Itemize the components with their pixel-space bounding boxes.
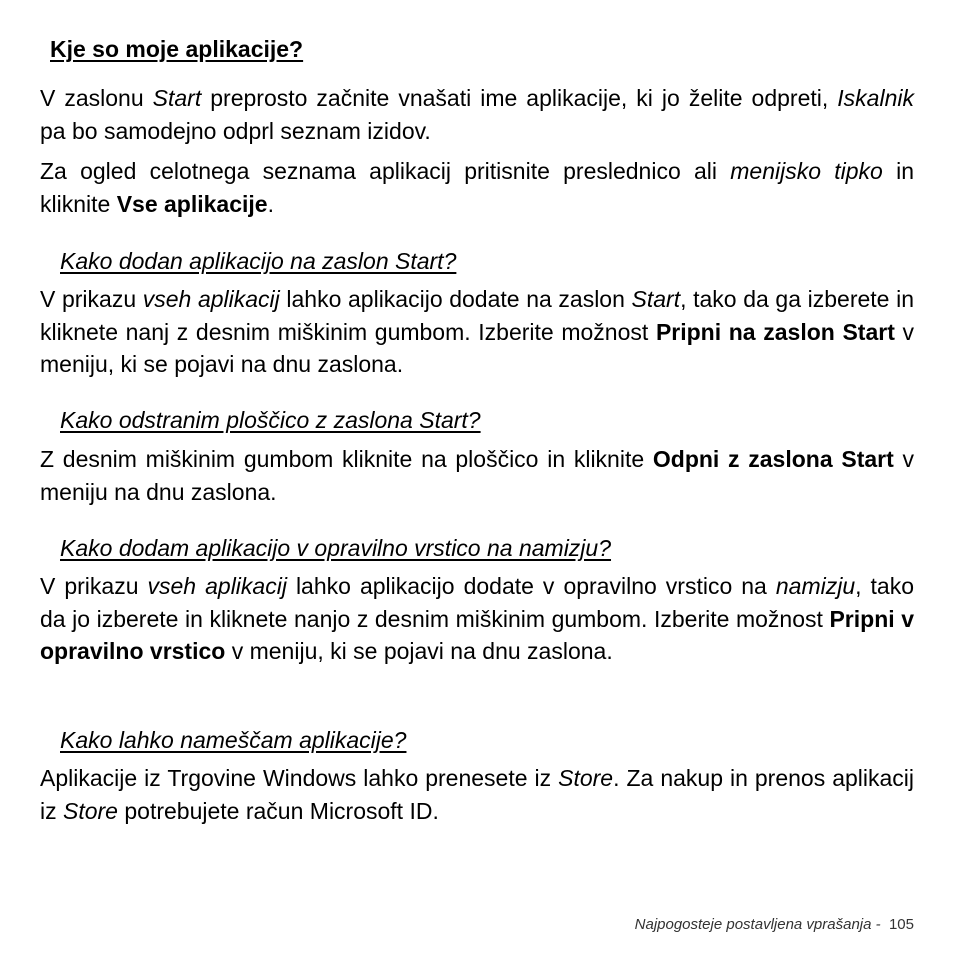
bold-pin-to-start: Pripni na zaslon Start [655, 318, 895, 345]
text: , tako da ga izberete in kliknete nanj z desnim miškinim gumbom. Izberite možnost [40, 286, 914, 345]
paragraph-install-apps [40, 762, 914, 827]
paragraph-start-search [40, 82, 914, 147]
subheading-add-to-start [60, 246, 456, 276]
bold-unpin-from-start: Odpni z zaslona Start [652, 446, 894, 472]
emphasis-start: Start [152, 85, 202, 111]
paragraph-remove-tile [40, 443, 914, 508]
text: v meniju, ki se pojavi na dnu zaslona. [40, 318, 915, 377]
subheading-text: Kako dodan aplikacijo na zaslon Start? [60, 248, 457, 274]
emphasis-store: Store [558, 765, 614, 791]
subheading-text: Kako odstranim ploščico z zaslona Start? [60, 407, 481, 433]
text: Z desnim miškinim gumbom kliknite na ploščico in kliknite [40, 446, 653, 472]
subheading-add-to-taskbar [60, 533, 611, 563]
emphasis-store: Store [63, 797, 118, 824]
emphasis-desktop: namizju [775, 573, 856, 599]
text: , tako da jo izberete in kliknete nanjo z desnim miškinim gumbom. Izberite možnost [40, 573, 915, 632]
text: V prikazu [40, 573, 148, 599]
text: v meniju, ki se pojavi na dnu zaslona. [225, 638, 613, 664]
text: v meniju na dnu zaslona. [40, 446, 914, 505]
text: in kliknite [40, 158, 914, 217]
bold-all-apps: Vse aplikacije [116, 190, 268, 217]
page-number: 105 [888, 916, 914, 933]
footer-section-title: Najpogosteje postavljena vprašanja - [634, 916, 889, 933]
text: . [267, 190, 274, 217]
page-title [50, 34, 303, 64]
emphasis-all-apps: vseh aplikacij [142, 286, 280, 312]
text: V prikazu [40, 286, 143, 312]
subheading-text: Kako dodam aplikacijo v opravilno vrstico na namizju? [60, 535, 612, 561]
subheading-install-apps [60, 725, 406, 755]
text: lahko aplikacijo dodate v opravilno vrstico na [286, 573, 776, 599]
paragraph-add-to-taskbar [40, 570, 914, 668]
page-footer [635, 916, 914, 933]
text: pa bo samodejno odprl seznam izidov. [40, 117, 431, 144]
text: Aplikacije iz Trgovine Windows lahko prenesete iz [40, 765, 559, 791]
subheading-remove-tile [60, 405, 481, 435]
emphasis-all-apps: vseh aplikacij [147, 573, 287, 599]
text: lahko aplikacijo dodate na zaslon [279, 286, 632, 312]
emphasis-iskalnik: Iskalnik [837, 85, 914, 111]
subheading-text: Kako lahko nameščam aplikacije? [60, 727, 407, 753]
text: V zaslonu [40, 85, 153, 111]
text: Za ogled celotnega seznama aplikacij pritisnite preslednico ali [40, 158, 731, 184]
emphasis-menu-key: menijsko tipko [730, 158, 883, 184]
paragraph-all-apps [40, 155, 914, 220]
bold-pin-to-taskbar: Pripni v opravilno vrstico [40, 605, 914, 664]
text: preprosto začnite vnašati ime aplikacije, ki jo želite odpreti, [201, 85, 838, 111]
text: potrebujete račun Microsoft ID. [117, 797, 439, 824]
page-title-text: Kje so moje aplikacije? [50, 36, 304, 62]
emphasis-start: Start [631, 286, 681, 312]
text: . Za nakup in prenos aplikacij iz [40, 765, 915, 824]
paragraph-add-to-start [40, 283, 914, 381]
